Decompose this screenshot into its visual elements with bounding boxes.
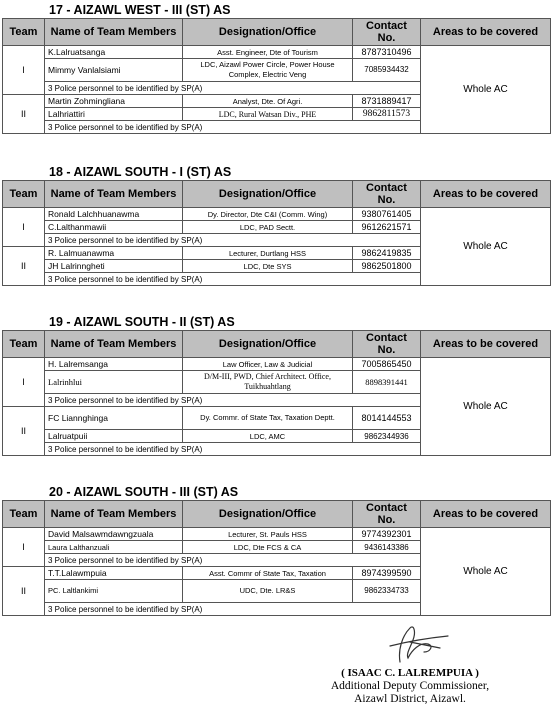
- section-title: 17 - AIZAWL WEST - III (ST) AS: [49, 3, 231, 17]
- team-table: [2, 330, 551, 456]
- member-contact: 9862501800: [353, 260, 421, 273]
- header-row: [3, 331, 551, 358]
- member-name: Mimmy Vanlalsiami: [45, 59, 183, 82]
- member-designation: Asst. Engineer, Dte of Tourism: [183, 46, 353, 59]
- table-row: [3, 358, 551, 371]
- team-label: I: [3, 528, 45, 567]
- member-name: R. Lalmuanawma: [45, 247, 183, 260]
- col-team-header: Team: [3, 19, 45, 46]
- signatory-name: ( ISAAC C. LALREMPUIA ): [341, 667, 479, 679]
- col-team-header: Team: [3, 501, 45, 528]
- col-name-header: Name of Team Members: [45, 181, 183, 208]
- col-contact-header: Contact No.: [353, 181, 421, 208]
- member-name: David Malsawmdawngzuala: [45, 528, 183, 541]
- section-title: 19 - AIZAWL SOUTH - II (ST) AS: [49, 315, 235, 329]
- section-17: [2, 2, 550, 134]
- team-label: II: [3, 567, 45, 616]
- member-designation: LDC, Aizawl Power Circle, Power House Complex, Electric Veng: [183, 59, 353, 82]
- signatory-title: Additional Deputy Commissioner,: [330, 680, 490, 692]
- member-designation: Dy. Director, Dte C&I (Comm. Wing): [183, 208, 353, 221]
- member-designation: LDC, PAD Sectt.: [183, 221, 353, 234]
- member-designation: Lecturer, St. Pauls HSS: [183, 528, 353, 541]
- team-label: II: [3, 247, 45, 286]
- section-title: 20 - AIZAWL SOUTH - III (ST) AS: [49, 485, 239, 499]
- team-table: [2, 18, 551, 134]
- col-areas-header: Areas to be covered: [421, 331, 551, 358]
- member-contact: 9380761405: [353, 208, 421, 221]
- col-name-header: Name of Team Members: [45, 501, 183, 528]
- team-label: I: [3, 208, 45, 247]
- member-contact: 9774392301: [353, 528, 421, 541]
- col-contact-header: Contact No.: [353, 19, 421, 46]
- member-contact: 9862334733: [353, 580, 421, 603]
- col-designation-header: Designation/Office: [183, 181, 353, 208]
- header-row: [3, 501, 551, 528]
- area-covered: Whole AC: [421, 358, 551, 456]
- member-contact: 8014144553: [353, 407, 421, 430]
- member-designation: Analyst, Dte. Of Agri.: [183, 95, 353, 108]
- signature-icon: [380, 622, 450, 670]
- section-18: [2, 164, 550, 286]
- col-designation-header: Designation/Office: [183, 19, 353, 46]
- team-label: I: [3, 358, 45, 407]
- police-note: 3 Police personnel to be identified by SP(A): [45, 443, 421, 456]
- header-row: [3, 181, 551, 208]
- team-label: II: [3, 95, 45, 134]
- police-note: 3 Police personnel to be identified by SP(A): [45, 273, 421, 286]
- col-designation-header: Designation/Office: [183, 331, 353, 358]
- team-table: [2, 180, 551, 286]
- header-row: [3, 19, 551, 46]
- area-covered: Whole AC: [421, 528, 551, 616]
- police-note: 3 Police personnel to be identified by SP(A): [45, 82, 421, 95]
- signatory-office: Aizawl District, Aizawl.: [354, 693, 466, 705]
- police-note: 3 Police personnel to be identified by SP(A): [45, 554, 421, 567]
- member-designation: LDC, AMC: [183, 430, 353, 443]
- member-name: K.Lalruatsanga: [45, 46, 183, 59]
- member-name: Lalrinhlui: [45, 371, 183, 394]
- member-designation: Dy. Commr. of State Tax, Taxation Deptt.: [183, 407, 353, 430]
- col-areas-header: Areas to be covered: [421, 181, 551, 208]
- member-contact: 7085934432: [353, 59, 421, 82]
- member-name: T.T.Lalawmpuia: [45, 567, 183, 580]
- member-designation: LDC, Dte FCS & CA: [183, 541, 353, 554]
- member-designation: LDC, Dte SYS: [183, 260, 353, 273]
- member-designation: D/M-III, PWD, Chief Architect. Office, Tuikhuahtlang: [183, 371, 353, 394]
- section-title: 18 - AIZAWL SOUTH - I (ST) AS: [49, 165, 232, 179]
- section-19: [2, 314, 550, 456]
- member-designation: Lecturer, Durtlang HSS: [183, 247, 353, 260]
- team-table: [2, 500, 551, 616]
- col-areas-header: Areas to be covered: [421, 501, 551, 528]
- member-name: Lalhriattiri: [45, 108, 183, 121]
- area-covered: Whole AC: [421, 208, 551, 286]
- member-designation: UDC, Dte. LR&S: [183, 580, 353, 603]
- member-name: Martin Zohmingliana: [45, 95, 183, 108]
- col-contact-header: Contact No.: [353, 501, 421, 528]
- member-name: Laura Lalthanzuali: [45, 541, 183, 554]
- police-note: 3 Police personnel to be identified by SP(A): [45, 394, 421, 407]
- member-designation: Law Officer, Law & Judicial: [183, 358, 353, 371]
- member-contact: 7005865450: [353, 358, 421, 371]
- section-20: [2, 484, 550, 616]
- police-note: 3 Police personnel to be identified by SP(A): [45, 121, 421, 134]
- col-designation-header: Designation/Office: [183, 501, 353, 528]
- col-team-header: Team: [3, 181, 45, 208]
- member-contact: 9862811573: [353, 108, 421, 121]
- col-name-header: Name of Team Members: [45, 19, 183, 46]
- member-contact: 9862419835: [353, 247, 421, 260]
- member-contact: 9436143386: [353, 541, 421, 554]
- member-name: Ronald Lalchhuanawma: [45, 208, 183, 221]
- member-contact: 8974399590: [353, 567, 421, 580]
- member-name: PC. Laltlankimi: [45, 580, 183, 603]
- member-name: JH Lalrinngheti: [45, 260, 183, 273]
- member-designation: Asst. Commr of State Tax, Taxation: [183, 567, 353, 580]
- member-contact: 9862344936: [353, 430, 421, 443]
- member-contact: 8731889417: [353, 95, 421, 108]
- col-name-header: Name of Team Members: [45, 331, 183, 358]
- col-contact-header: Contact No.: [353, 331, 421, 358]
- team-label: I: [3, 46, 45, 95]
- police-note: 3 Police personnel to be identified by SP(A): [45, 234, 421, 247]
- member-name: H. Lalremsanga: [45, 358, 183, 371]
- table-row: [3, 46, 551, 59]
- col-areas-header: Areas to be covered: [421, 19, 551, 46]
- col-team-header: Team: [3, 331, 45, 358]
- police-note: 3 Police personnel to be identified by SP(A): [45, 603, 421, 616]
- member-name: Lalruatpuii: [45, 430, 183, 443]
- table-row: [3, 208, 551, 221]
- member-designation: LDC, Rural Watsan Div., PHE: [183, 108, 353, 121]
- area-covered: Whole AC: [421, 46, 551, 134]
- member-contact: 9612621571: [353, 221, 421, 234]
- member-contact: 8787310496: [353, 46, 421, 59]
- table-row: [3, 528, 551, 541]
- team-label: II: [3, 407, 45, 456]
- member-name: FC Liannghinga: [45, 407, 183, 430]
- member-name: C.Lalthanmawii: [45, 221, 183, 234]
- member-contact: 8898391441: [353, 371, 421, 394]
